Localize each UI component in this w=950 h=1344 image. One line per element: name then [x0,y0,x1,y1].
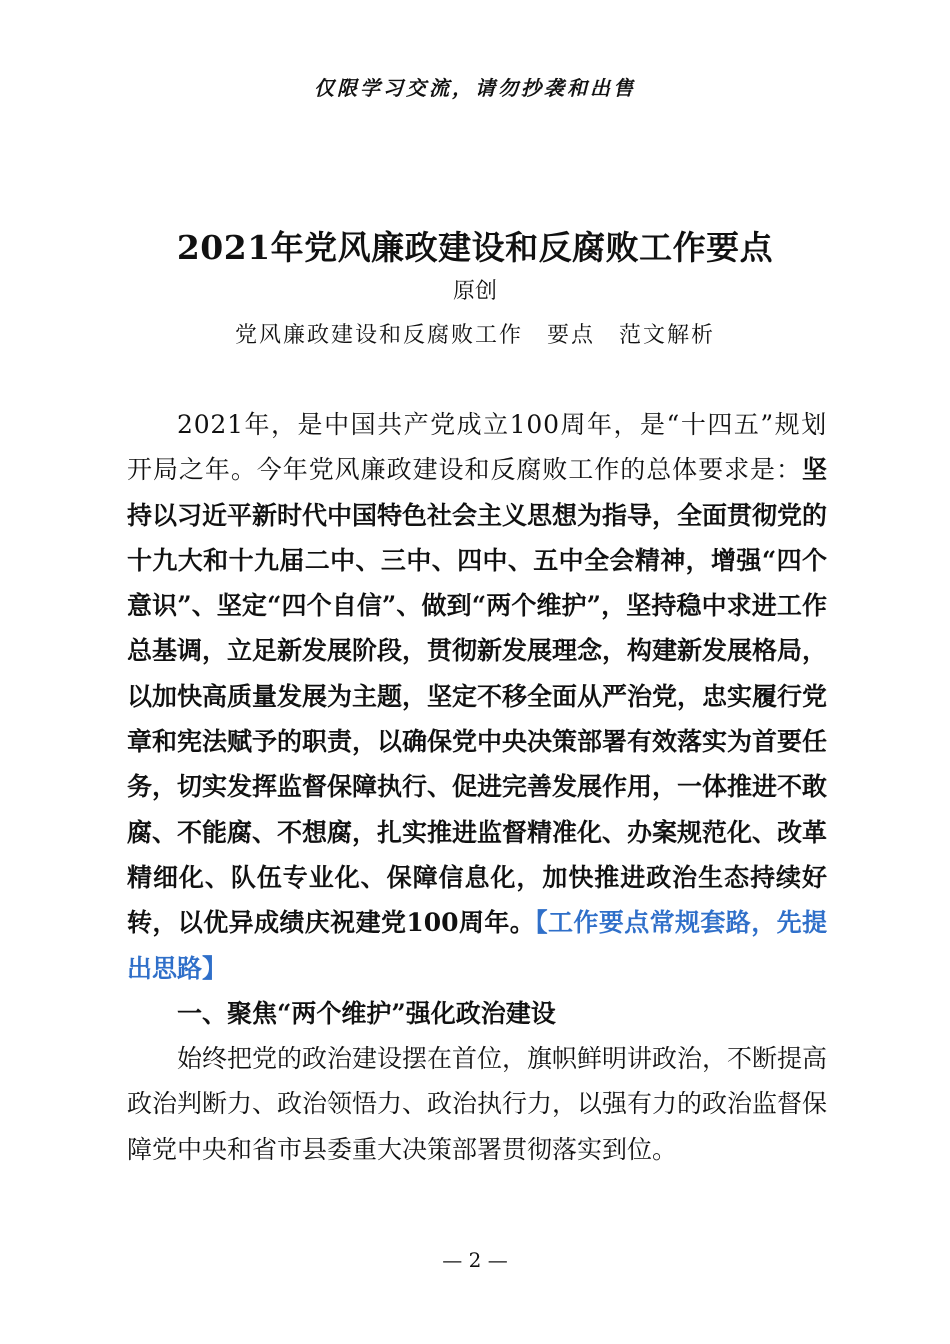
section-heading-1: 一、聚焦“两个维护”强化政治建设 [177,998,556,1028]
page-number: — 2 — [442,1248,508,1272]
document-title: 2021年党风廉政建设和反腐败工作要点 [176,228,774,267]
header-note: 仅限学习交流，请勿抄袭和出售 [314,76,636,100]
intro-bold-text: 坚持以习近平新时代中国特色社会主义思想为指导，全面贯彻党的十九大和十九届二中、三中、四中、五中全会精神，增强“四个意识”、坚定“四个自信”、做到“两个维护”，坚持稳中求进工作总基调，立足新发展阶段，贯彻新发展理念，构建新发展格局，以加快高质量发展为主题，坚定不移全面从严治党，忠实履行党章和宪法赋予的职责，以确保党中央决策部署有效落实为首要任务，切实发挥监督保障执行、促进完善发展作用，一体推进不敢腐、不能腐、不想腐，扎实推进监督精准化、办案规范化、改革精细化、队伍专业化、保障信息化，加快推进政治生态持续好转，以优异成绩庆祝建党100周年。 [127,455,828,938]
intro-paragraph [127,402,827,991]
document-body [127,402,827,1172]
document-tags: 党风廉政建设和反腐败工作 要点 范文解析 [234,323,715,348]
section-paragraph-1: 始终把党的政治建设摆在首位，旗帜鲜明讲政治，不断提高政治判断力、政治领悟力、政治执行力，以强有力的政治监督保障党中央和省市县委重大决策部署贯彻落实到位。 [127,1044,828,1164]
original-label: 原创 [452,279,497,304]
intro-lead-text: 2021年，是中国共产党成立100周年，是“十四五”规划开局之年。今年党风廉政建设和反腐败工作的总体要求是： [127,410,827,485]
editor-annotation: 【工作要点常规套路，先提出思路】 [127,908,827,983]
